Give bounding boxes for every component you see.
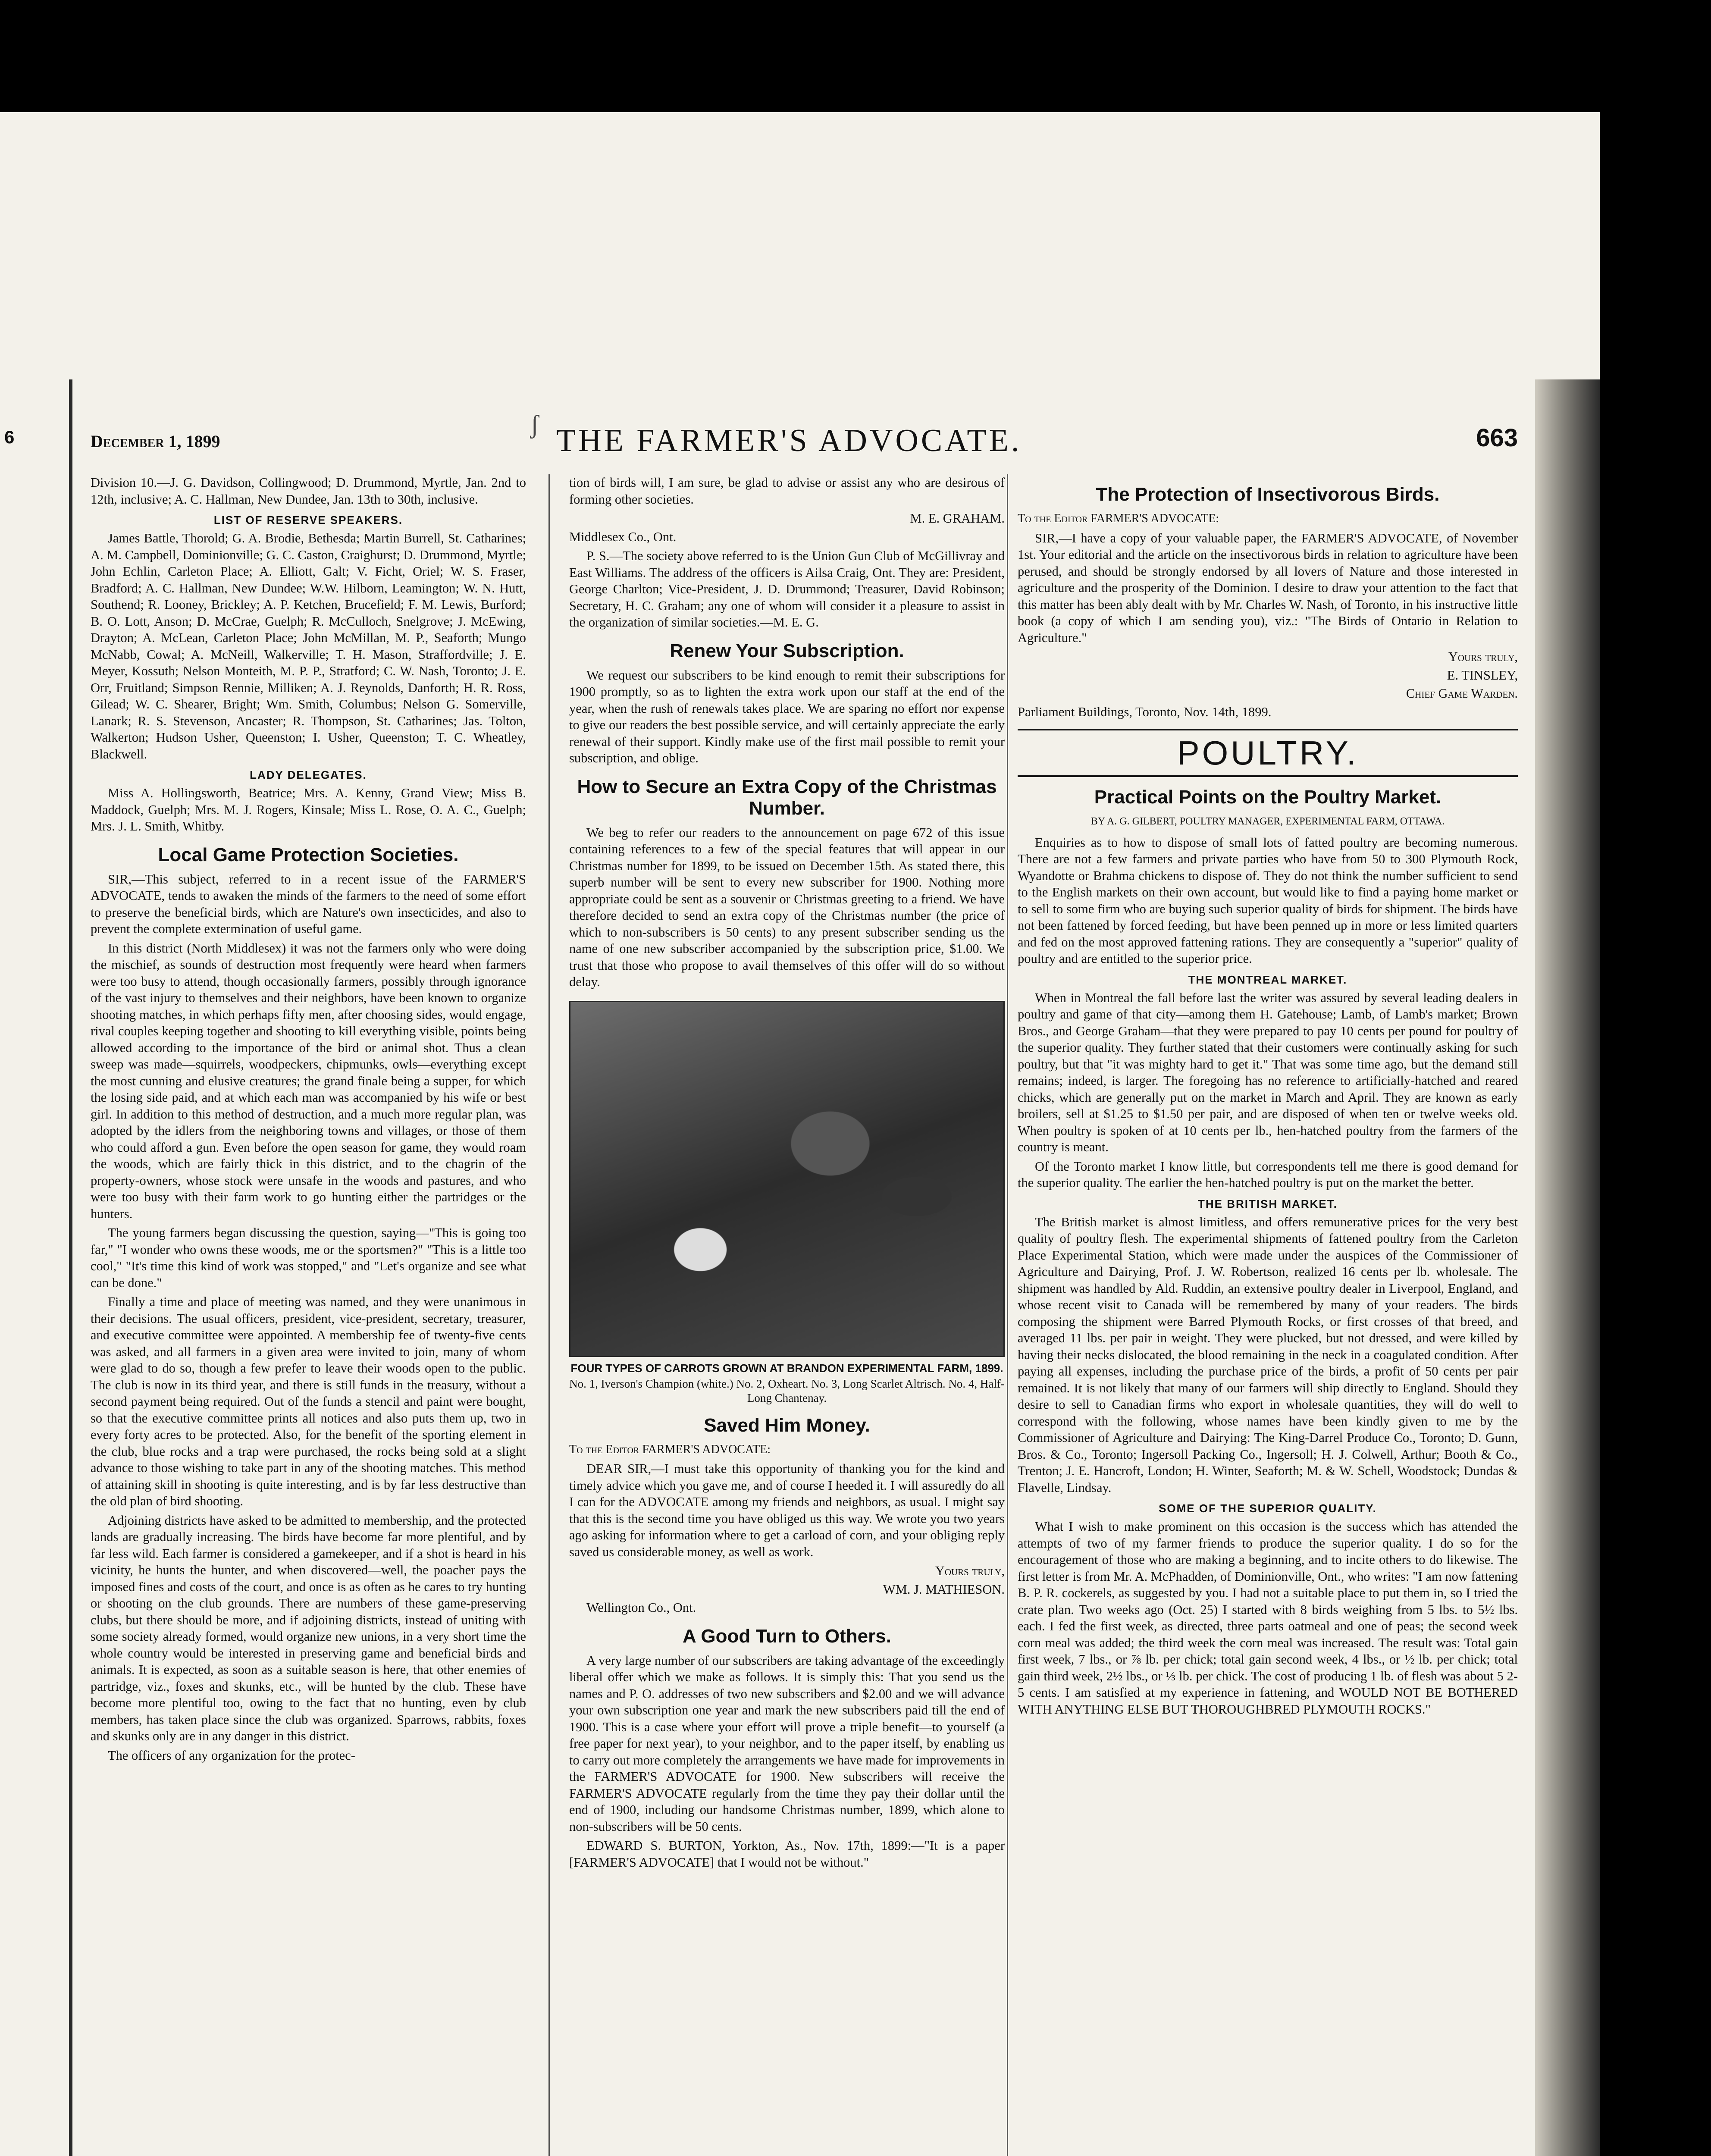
letter-closing: Yours truly, [935, 1564, 1005, 1578]
signature: WM. J. MATHIESON. [883, 1582, 1005, 1597]
division-paragraph: Division 10.—J. G. Davidson, Collingwood; D. Drummond, Myrtle, Jan. 2nd to 12th, inclusive; A. C. Hallman, New Dundee, Jan. 13th to 30th, inclusive. [91, 475, 526, 507]
poultry-section-title: POULTRY. [1018, 729, 1518, 777]
christmas-number-heading: How to Secure an Extra Copy of the Christmas Number. [577, 776, 997, 819]
letter-paragraph: SIR,—I have a copy of your valuable paper, the FARMER'S ADVOCATE, of November 1st. Your editorial and the article on the insectivorous birds in relation to agriculture have been perused, and should be strongly endorsed by all lovers of Nature and those interested in agriculture and the prosperity of the Dominion. I desire to draw your attention to the fact that this matter has been ably dealt with by Mr. Charles W. Nash, of Toronto, in his instructive little book (a copy of which I am sending you), viz.: "The Birds of Ontario in Relation to Agriculture." [1018, 530, 1518, 645]
handwritten-mark-top: ʃ [530, 410, 539, 439]
superior-quality-subheading: SOME OF THE SUPERIOR QUALITY. [1159, 1502, 1377, 1515]
page-number: 663 [1476, 424, 1518, 452]
column-3 [1018, 474, 1518, 2156]
article-paragraph: The young farmers began discussing the question, saying—"This is going too far," "I wonder who owns these woods, me or the sportsmen?" "This is a little too cool," "It's time this kind of work was stopped," and "Let's organize and see what can be done." [91, 1225, 526, 1290]
article-paragraph: A very large number of our subscribers are taking advantage of the exceedingly liberal offer which we make as follows. It is simply this: That you send us the names and P. O. addresses of two new subscribers and $2.00 and we will advance your own subscription one year and mark the new subscribers paid till the end of 1900. This is a case where your effort will prove a triple benefit—to yourself (a free paper for next year), to your neighbor, and to the paper itself, by enabling us to carry out more completely the arrangements we have made for improvements in the FARMER'S ADVOCATE for 1900. New subscribers will receive the FARMER'S ADVOCATE regularly from the time they pay their dollar until the end of 1900, including our handsome Christmas number, 1899, which alone to non-subscribers will be 50 cents. [569, 1653, 1005, 1834]
column-divider-1 [548, 474, 550, 2156]
column-divider-2 [1007, 474, 1008, 2156]
book-binding-edge [1535, 379, 1600, 2156]
postscript-paragraph: P. S.—The society above referred to is the Union Gun Club of McGillivray and East Williams. The address of the officers is Ailsa Craig, Ont. They are: President, George Charlton; Vice-President, J. D. Drummond; Treasurer, David Robinson; Secretary, H. C. Graham; any one of whom will consider it a pleasure to assist in the organization of similar societies.—M. E. G. [569, 548, 1005, 630]
article-paragraph: Finally a time and place of meeting was named, and they were unanimous in their decisions. The usual officers, president, vice-president, secretary, treasurer, and executive committee were appointed. A membership fee of twenty-five cents was asked, and all farmers in a given area were invited to join, many of whom were glad to do so, though a few prefer to leave their woods open to the public. The club is now in its third year, and there is still funds in the treasury, without a second payment being required. Out of the funds a stencil and paint were bought, so that the executive committee prints all notices and also puts them up, two in every forty acres to be protected. Also, for the benefit of the sporting element in the club, blue rocks and a trap were purchased, the rocks being sold at a slight advance to those wishing to take part in any of the shooting matches. This method of attaining skill in shooting is quite interesting, and is by far less destructive than the old plan of bird shooting. [91, 1294, 526, 1508]
letter-salutation-line: To the Editor FARMER'S ADVOCATE: [1018, 512, 1219, 525]
article-paragraph: The officers of any organization for the protec- [108, 1748, 355, 1763]
article-paragraph: When in Montreal the fall before last the writer was assured by several leading dealers in poultry and game of that city—among them H. Gatehouse; Lamb, of Lamb's market; Brown Bros., and George Graham—that they were prepared to pay 10 cents per pound for poultry of the superior quality. They further stated that their customers were continually asking for such poultry, but that "it was mighty hard to get it." That was some time ago, but the demand still remains; indeed, is larger. The foregoing has no reference to artificially-hatched and reared chicks, which are generally put on the market in March and April. They are known as early broilers, sell at $1.25 to $1.50 per pair, and are disposed of when ten or twelve weeks old. When poultry is spoken of at 10 cents per lb., hen-hatched poultry from the farmers of the country is meant. [1018, 990, 1518, 1154]
letter-paragraph: DEAR SIR,—I must take this opportunity of thanking you for the kind and timely advice which you gave me, and of course I heeded it. I will assuredly do all I can for the ADVOCATE among my friends and neighbors, as usual. I might say that this is the second time you have obliged us this way. We wrote you two years ago asking for information where to get a carload of corn, and your obliging reply saved us considerable money, as well as work. [569, 1461, 1005, 1559]
article-paragraph: We request our subscribers to be kind enough to remit their subscriptions for 1900 promptly, so as to lighten the extra work upon our staff at the end of the year, when the rush of renewals takes place. We are sparing no effort nor expense to give our readers the best possible service, and will certainly appreciate the early renewal of their support. Kindly make use of the first mail possible to remit your subscription, and oblige. [569, 667, 1005, 765]
letter-closing: Yours truly, [1448, 649, 1518, 664]
place-line: Parliament Buildings, Toronto, Nov. 14th, 1899. [1018, 704, 1272, 719]
column-2 [569, 474, 1005, 2156]
figure-caption: FOUR TYPES OF CARROTS GROWN AT BRANDON EXPERIMENTAL FARM, 1899. [570, 1361, 1003, 1375]
saved-him-money-heading: Saved Him Money. [704, 1414, 870, 1436]
article-paragraph: We beg to refer our readers to the announcement on page 672 of this issue containing references to a few of the special features that will appear in our Christmas number for 1899, to be issued on December 15th. As stated there, this superb number will be sent to every new subscriber for 1900. Nothing more appropriate could be sent as a souvenir or Christmas greeting to a friend. We have therefore decided to send an extra copy of the Christmas number (the price of which to non-subscribers is 50 cents) to any present subscriber sending us the name of one new subscriber accompanied by the subscription price, $1.00. We trust that those who propose to avail themselves of this offer will do so without delay. [569, 825, 1005, 989]
game-protection-heading: Local Game Protection Societies. [158, 844, 459, 865]
signature: E. TINSLEY, [1447, 667, 1518, 683]
montreal-market-subheading: THE MONTREAL MARKET. [1188, 973, 1347, 986]
renew-subscription-heading: Renew Your Subscription. [670, 640, 904, 661]
place-line: Wellington Co., Ont. [586, 1600, 696, 1615]
reserve-speakers-list: James Battle, Thorold; G. A. Brodie, Bethesda; Martin Burrell, St. Catharines; A. M. Campbell, Dominionville; G. C. Caston, Craighurst; D. Drummond, Myrtle; John Echlin, Carleton Place; A. Elliott, Galt; V. Ficht, Oriel; W. S. Fraser, Bradford; A. C. Hallman, New Dundee; W.W. Hilborn, Leamington; W. N. Hutt, Southend; R. Looney, Brickley; A. P. Ketchen, Brucefield; F. M. Lewis, Burford; B. O. Lott, Anson; D. McCrae, Guelph; R. McCulloch, Snelgrove; J. McEwing, Drayton; A. McLean, Carleton Place; John McMillan, M. P., Seaforth; Mungo McNabb, Cowal; A. McNeill, Walkerville; T. H. Mason, Straffordville; J. E. Meyer, Kossuth; Nelson Monteith, M. P. P., Stratford; C. W. Nash, Toronto; J. E. Orr, Fruitland; Simpson Rennie, Milliken; A. J. Reynolds, Danforth; H. R. Ross, Gilead; W. C. Shearer, Bright; Wm. Smith, Columbus; Nelson G. Somerville, Lanark; R. S. Stevenson, Ancaster; R. Thompson, St. Catharines; Jas. Tolton, Walkerton; Hudson Usher, Queenston; I. Usher, Queenston; T. C. Wheatley, Blackwell. [91, 531, 526, 761]
page-header [91, 414, 1518, 466]
continued-paragraph: tion of birds will, I am sure, be glad to advise or assist any who are desirous of forming other societies. [569, 475, 1005, 507]
article-paragraph: Enquiries as to how to dispose of small lots of fatted poultry are becoming numerous. There are not a few farmers and private parties who have from 50 to 300 Plymouth Rock, Wyandotte or Brahma chickens to dispose of. They do not think the number sufficient to send to the English markets on their own account, but would like to find a paying home market or to sell to some firm who are buying such superior quality of birds for shipment. The birds have not been fattened by forced feeding, but have been penned up in more or less limited quarters and fed on the most approved fattening rations. They are consequently a "superior" quality of poultry and are entitled to the superior price. [1018, 835, 1518, 966]
signer-title: Chief Game Warden. [1406, 686, 1518, 701]
article-paragraph: SIR,—This subject, referred to in a recent issue of the FARMER'S ADVOCATE, tends to awaken the minds of the farmers to the need of some effort to preserve the beneficial birds, which are Nature's own insecticides, and also to prevent the complete extermination of useful game. [91, 871, 526, 936]
article-byline: BY A. G. GILBERT, POULTRY MANAGER, EXPERIMENTAL FARM, OTTAWA. [1091, 816, 1445, 827]
issue-date: December 1, 1899 [91, 432, 220, 451]
column-1 [91, 474, 526, 2156]
article-paragraph: Adjoining districts have asked to be admitted to membership, and the protected lands are gradually increasing. The birds have become far more plentiful, and by far less wild. Each farmer is considered a gamekeeper, and if a shot is heard in his vicinity, he hunts the hunter, and when discovered—well, the poacher pays the imposed fines and costs of the court, and once is as often as he cares to try hunting or shooting on the club grounds. There are numbers of these game-preserving clubs, but there should be more, and if adjoining districts, instead of uniting with some society already formed, would organize new unions, in a very short time the whole country would be interested in preserving game and beneficial birds and animals. It is expected, as soon as a suitable season is here, that other enemies of partridge, viz., foxes and skunks, etc., will be hunted by the club. These have become more plentiful too, owing to the fact that no hunting, even by club members, has taken place since the club was organized. Sparrows, rabbits, foxes and skunks only are in any danger in this district. [91, 1513, 526, 1743]
article-paragraph: In this district (North Middlesex) it was not the farmers only who were doing the mischief, as sounds of destruction most frequently were heard when farmers were too busy to attend, though occasionally farmers, possibly through ignorance of the vast injury to themselves and their neighbors, have been known to organize shooting matches, in which perhaps fifty men, after choosing sides, would engage, rival couples keeping together and shooting to kill everything visible, points being allowed according to the importance of the bird or animal shot. Thus a clean sweep was made—squirrels, woodpeckers, chipmunks, owls—everything except the most cunning and elusive creatures; the grand finale being a supper, for which the losing side paid, and at which each man was accompanied by his wife or best girl. In addition to this method of destruction, and a much more regular plan, was adopted by the idlers from the neighboring towns and villages, or those of them who could afford a gun. Even before the open season for game, they would roam the woods, which are fairly thick in this district, and to the chagrin of the property-owners, whose stock were unsafe in the woods and pastures, and who were too busy with their farm work to go hunting either the partridges or the hunters. [91, 940, 526, 1221]
article-paragraph: Of the Toronto market I know little, but correspondents tell me there is good demand for the superior quality. The earlier the hen-hatched poultry is put on the market the better. [1018, 1159, 1518, 1190]
left-page-edge [69, 379, 72, 2156]
figure-subcaption: No. 1, Iverson's Champion (white.) No. 2, Oxheart. No. 3, Long Scarlet Altrisch. No. 4, Half-Long Chantenay. [569, 1377, 1005, 1404]
lady-delegates-list: Miss A. Hollingsworth, Beatrice; Mrs. A. Kenny, Grand View; Miss B. Maddock, Guelph; Mrs. M. J. Rogers, Kinsale; Miss L. Rose, O. A. C., Guelph; Mrs. J. L. Smith, Whitby. [91, 786, 526, 834]
carrots-photograph [569, 1001, 1005, 1357]
british-market-subheading: THE BRITISH MARKET. [1198, 1197, 1338, 1210]
newspaper-title: THE FARMER'S ADVOCATE. [556, 423, 1022, 458]
insectivorous-birds-heading: The Protection of Insectivorous Birds. [1096, 484, 1440, 505]
letter-salutation-line: To the Editor FARMER'S ADVOCATE: [569, 1442, 771, 1456]
left-page-number: 6 [4, 427, 15, 447]
poultry-market-heading: Practical Points on the Poultry Market. [1094, 787, 1442, 808]
place-line: Middlesex Co., Ont. [569, 529, 677, 544]
reserve-speakers-heading: LIST OF RESERVE SPEAKERS. [213, 514, 403, 526]
lady-delegates-heading: LADY DELEGATES. [250, 768, 367, 781]
article-paragraph: What I wish to make prominent on this occasion is the success which has attended the attempts of two of my farmer friends to produce the superior quality. I do so for the encouragement of those who are making a beginning, and to incite others to do likewise. The first letter is from Mr. A. McPhadden, of Dominionville, Ont., who writes: "I am now fattening B. P. R. cockerels, as suggested by you. I had not a suitable place to put them in, so I tried the crate plan. Two weeks ago (Oct. 25) I started with 8 birds weighing from 5 lbs. to 5½ lbs. each. I fed the first week, as directed, three parts oatmeal and one of peas; the second week corn meal was added; the third week the corn meal was increased. The result was: Total gain first week, 7 lbs., or ⅞ lb. per chick; total gain second week, 4 lbs., or ½ lb. per chick; total gain third week, 2½ lbs., or ⅓ lb. per chick. The cost of producing 1 lb. of flesh was about 5 2-5 cents. I am satisfied at my experience in fattening, and WOULD NOT BE BOTHERED WITH ANYTHING ELSE BUT THOROUGHBRED PLYMOUTH ROCKS." [1018, 1519, 1518, 1717]
testimonial-paragraph: EDWARD S. BURTON, Yorkton, As., Nov. 17th, 1899:—"It is a paper [FARMER'S ADVOCATE] that I would not be without." [569, 1838, 1005, 1870]
good-turn-heading: A Good Turn to Others. [683, 1625, 891, 1647]
article-paragraph: The British market is almost limitless, and offers remunerative prices for the very best quality of poultry flesh. The experimental shipments of fattened poultry from the Carleton Place Experimental Station, which were made under the auspices of the Commissioner of Agriculture and Dairying, Prof. J. W. Robertson, realized 16 cents per lb. wholesale. The shipment was handled by Ald. Ruddin, an extensive poultry dealer in Liverpool, England, and whose recent visit to Canada will be remembered by many of your readers. The birds composing the shipment were Barred Plymouth Rocks, or first crosses of that breed, and averaged 11 lbs. per pair in weight. They were plucked, but not dressed, and were killed by having their necks dislocated, the blood remaining in the neck in a coagulated condition. After paying all expenses, including the purchase price of the birds, a profit of 50 cents per pair remained. It is not likely that many of our farmers will ship directly to England. Should they desire to sell to Canadian firms who export in wholesale quantities, they will do well to correspond with the following, whose names have been kindly given to me by the Commissioner of Agriculture and Dairying: The King-Darrel Produce Co., Toronto; D. Gunn, Bros. & Co., Toronto; Ingersoll Packing Co., Ingersoll; H. J. Colwell, Arthur; Booth & Co., Trenton; J. E. Hancroft, London; H. Winter, Seaforth; M. & W. Schell, Woodstock; Dundas & Flavelle, Lindsay. [1018, 1214, 1518, 1495]
signature: M. E. GRAHAM. [910, 511, 1005, 526]
